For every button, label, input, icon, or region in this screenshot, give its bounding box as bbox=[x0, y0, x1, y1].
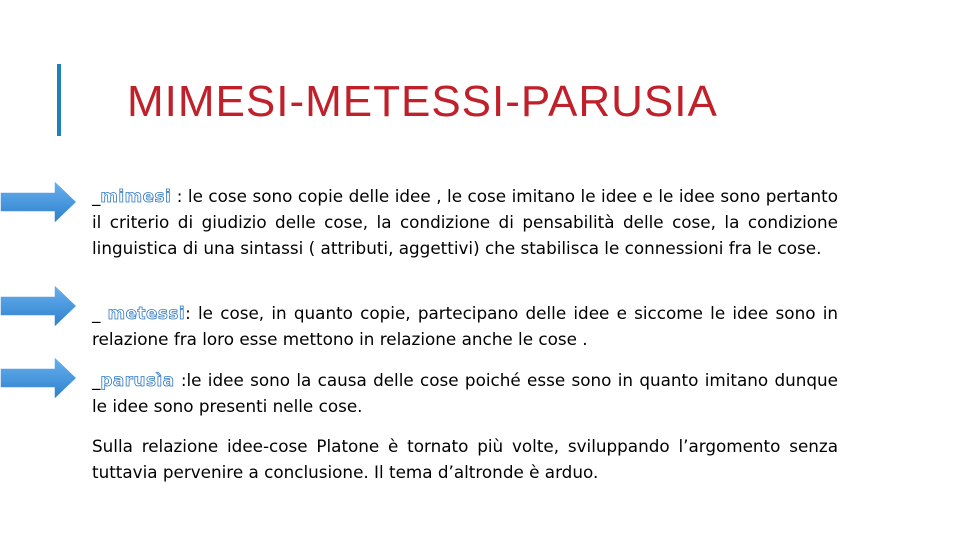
right-arrow-icon bbox=[0, 282, 78, 330]
metessi-text: : le cose, in quanto copie, partecipano delle idee e siccome le idee sono in relazione fra loro esse mettono in relazione anche le cose . bbox=[92, 303, 838, 349]
keyword-parusia: parusìa bbox=[100, 370, 175, 390]
bullet-prefix: _ bbox=[92, 370, 101, 390]
metessi-paragraph bbox=[92, 300, 838, 352]
parusia-paragraph bbox=[92, 367, 838, 419]
right-arrow-icon bbox=[0, 178, 78, 226]
mimesi-paragraph bbox=[92, 183, 838, 261]
keyword-mimesi: mimesi bbox=[100, 186, 172, 206]
right-arrow-icon bbox=[0, 354, 78, 402]
bullet-prefix: _ bbox=[92, 186, 101, 206]
slide-title: MIMESI-METESSI-PARUSIA bbox=[127, 77, 718, 126]
parusia-text: :le idee sono la causa delle cose poiché esse sono in quanto imitano dunque le idee sono presenti nelle cose. bbox=[92, 370, 838, 416]
keyword-metessi: metessi bbox=[107, 303, 186, 323]
bullet-prefix: _ bbox=[92, 303, 108, 323]
title-accent-bar bbox=[57, 64, 61, 136]
closing-paragraph: Sulla relazione idee-cose Platone è tornato più volte, sviluppando l’argomento senza tuttavia pervenire a conclusione. Il tema d’altronde è arduo. bbox=[92, 436, 838, 482]
mimesi-text: : le cose sono copie delle idee , le cose imitano le idee e le idee sono pertanto il criterio di giudizio delle cose, la condizione di pensabilità delle cose, la condizione linguistica di una sintassi ( attributi, aggettivi) che stabilisca le connessioni fra le cose. bbox=[92, 186, 838, 258]
